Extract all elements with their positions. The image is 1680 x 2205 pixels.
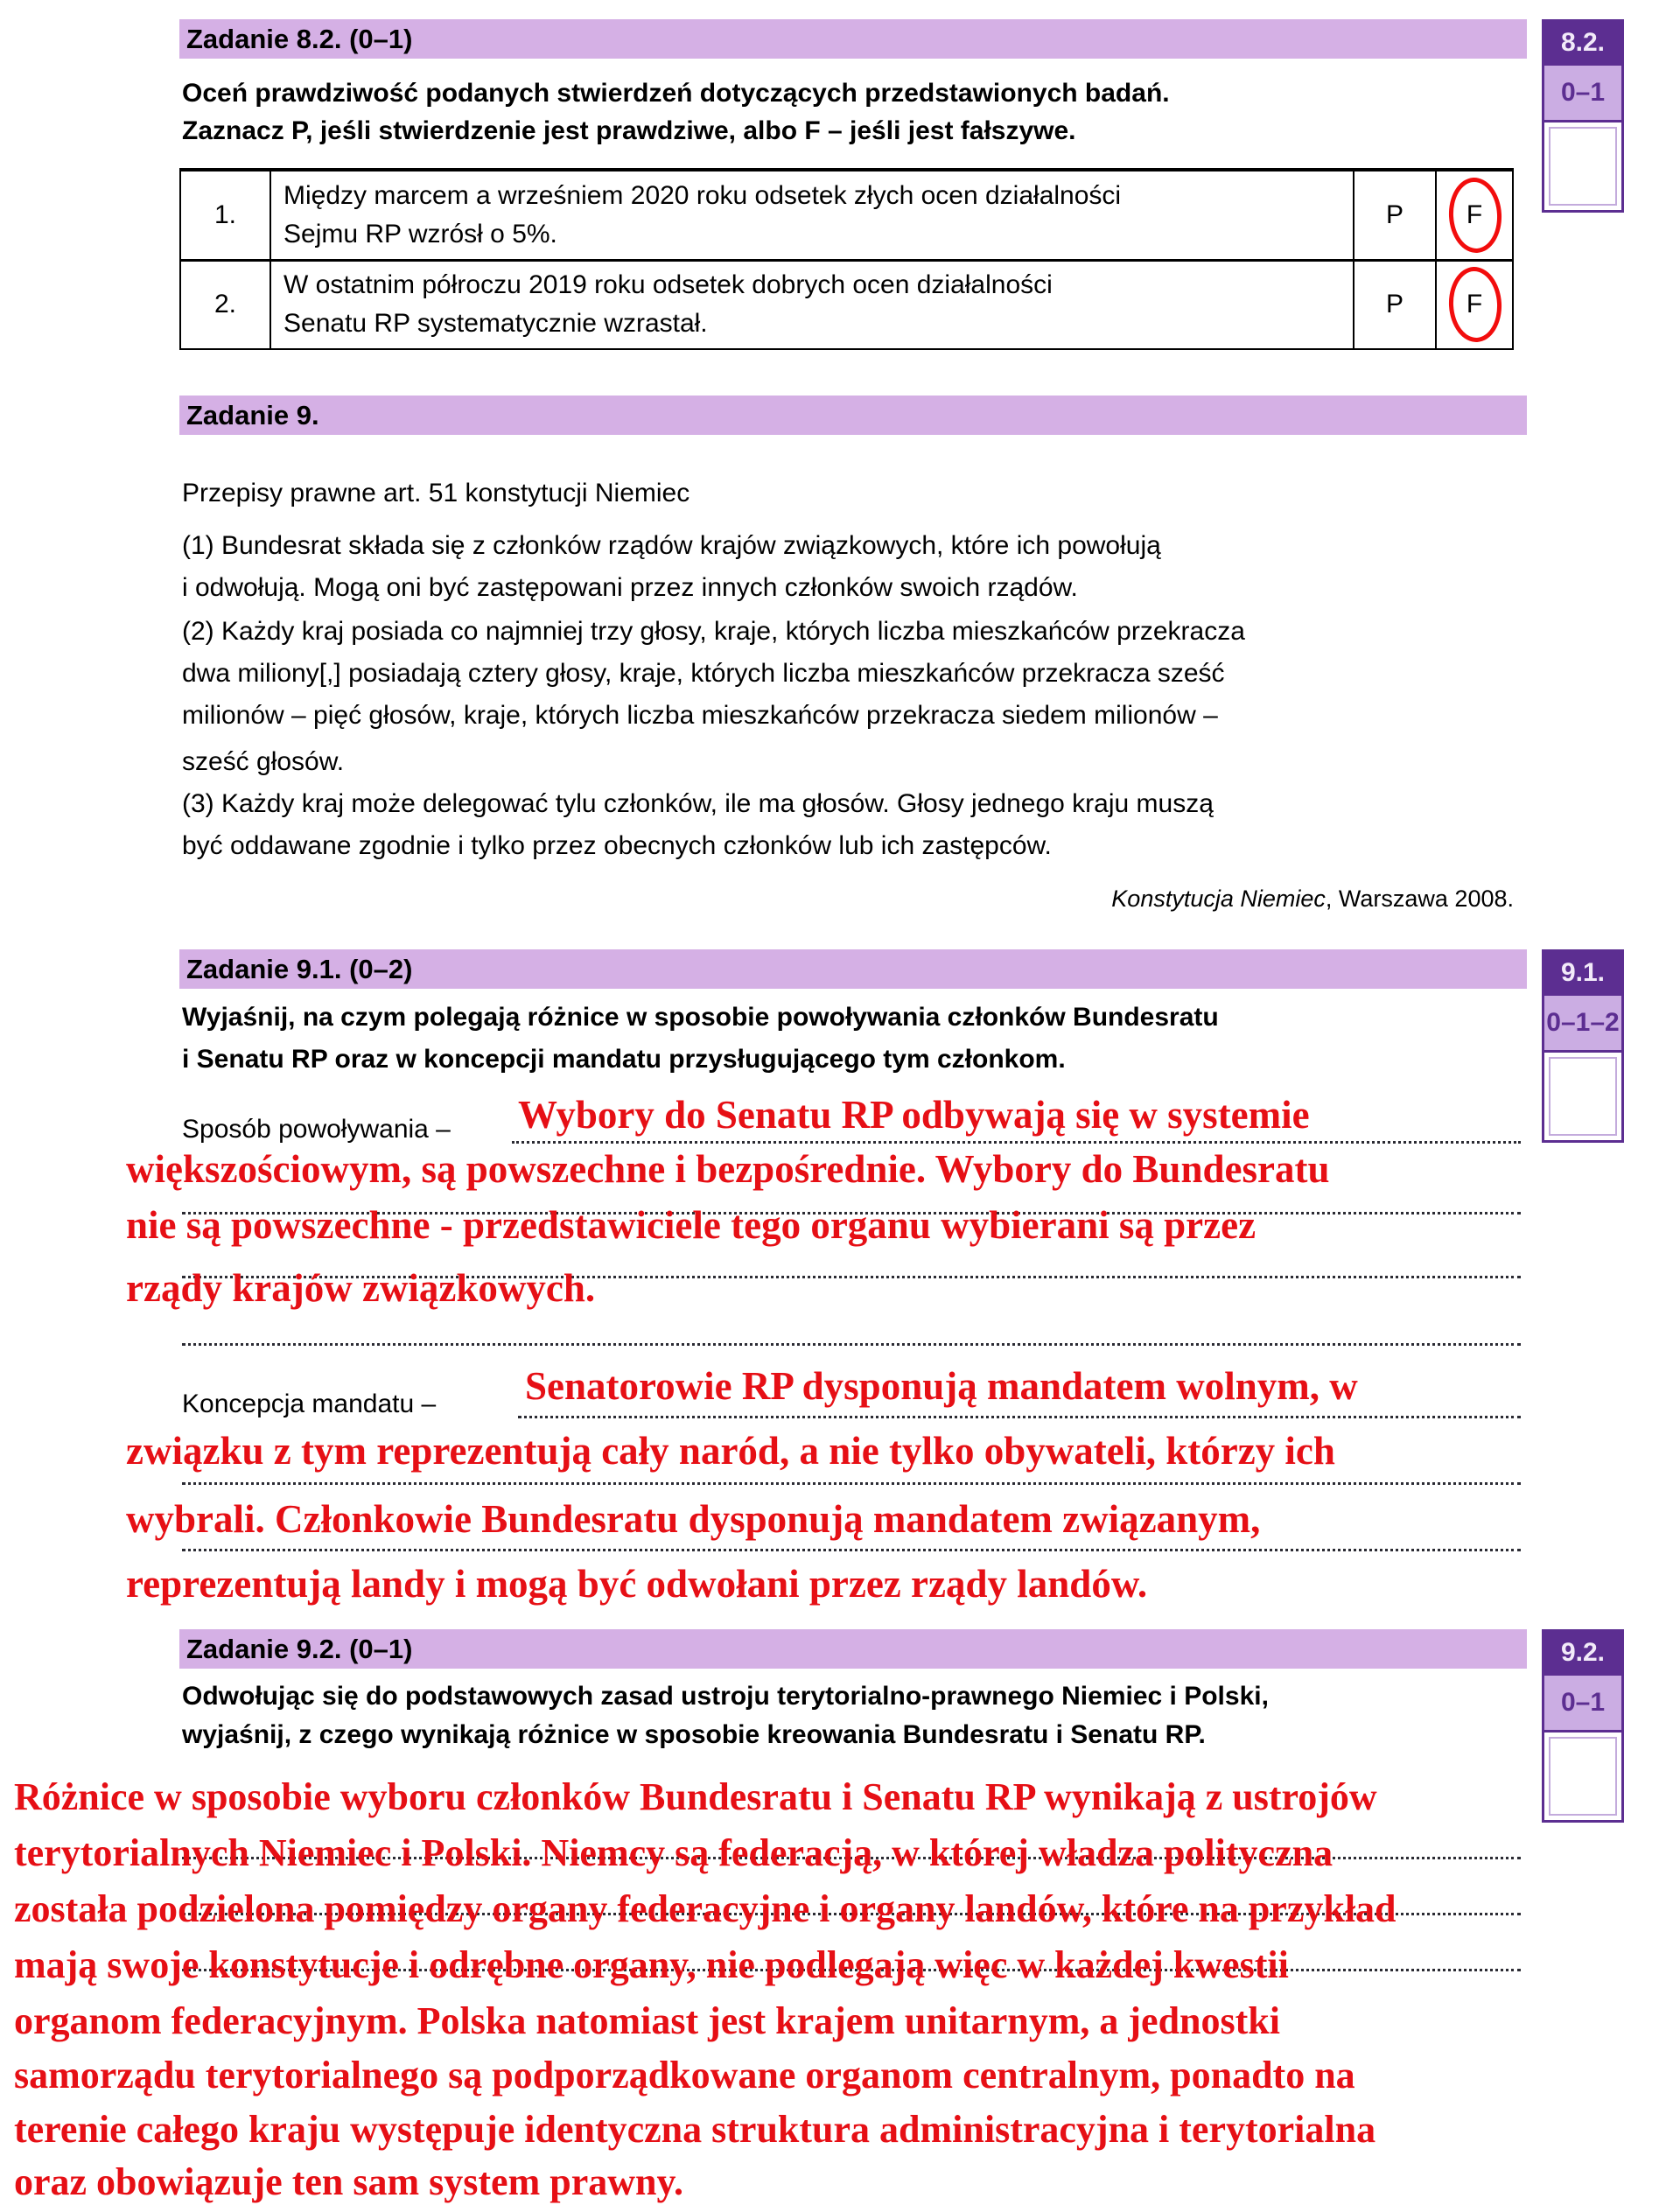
- handwritten-answer-line: została podzielona pomiędzy organy federacyjne i organy landów, które na przykład: [14, 1887, 1396, 1930]
- source-citation: [179, 886, 1514, 913]
- red-circle-annotation: [1447, 176, 1503, 254]
- source-text-line: i odwołują. Mogą oni być zastępowani przez innych członków swoich rządów.: [182, 573, 1078, 602]
- handwritten-answer-line: terytorialnych Niemiec i Polski. Niemcy są federacją, w której władza polityczna: [14, 1831, 1334, 1874]
- task-8-2-header-label: Zadanie 8.2. (0–1): [186, 23, 413, 54]
- red-circle-annotation: [1447, 266, 1503, 344]
- statement-line-1: Między marcem a wrześniem 2020 roku odsetek złych ocen działalności: [284, 180, 1122, 210]
- statement-line-1: W ostatnim półroczu 2019 roku odsetek dobrych ocen działalności: [284, 270, 1053, 300]
- task-9-2-instruction-line-2: wyjaśnij, z czego wynikają różnice w sposobie kreowania Bundesratu i Senatu RP.: [182, 1720, 1206, 1749]
- dotted-answer-line[interactable]: [182, 1549, 1521, 1551]
- source-text-line: milionów – pięć głosów, kraje, których liczba mieszkańców przekracza siedem milionów –: [182, 701, 1218, 730]
- handwritten-answer-line: Senatorowie RP dysponują mandatem wolnym, w: [525, 1364, 1358, 1408]
- handwritten-answer-line: terenie całego kraju występuje identyczna struktura administracyjna i terytorialna: [14, 2108, 1376, 2151]
- score-box-inner-frame: [1549, 127, 1617, 206]
- citation-rest: , Warszawa 2008.: [1325, 886, 1514, 912]
- dotted-answer-line[interactable]: [518, 1416, 1521, 1418]
- score-box-9-2: [1542, 1629, 1624, 1823]
- score-box-blank-cell: [1544, 1053, 1621, 1140]
- dotted-answer-line[interactable]: [182, 1343, 1521, 1346]
- dotted-answer-line[interactable]: [512, 1141, 1521, 1144]
- source-text-line: dwa miliony[,] posiadają cztery głosy, kraje, których liczba mieszkańców przekracza sześć: [182, 659, 1225, 688]
- score-box-blank-cell: [1544, 1732, 1621, 1820]
- task-9-header-label: Zadanie 9.: [186, 399, 319, 430]
- handwritten-answer-line: wybrali. Członkowie Bundesratu dysponują mandatem związanym,: [126, 1497, 1261, 1541]
- handwritten-answer-line: nie są powszechne - przedstawiciele tego organu wybierani są przez: [126, 1203, 1256, 1247]
- task-8-2-instruction-line-1: Oceń prawdziwość podanych stwierdzeń dotyczących przedstawionych badań.: [182, 79, 1170, 108]
- row-number-cell: 2.: [181, 262, 271, 349]
- option-f-cell[interactable]: [1437, 172, 1512, 259]
- true-false-table: [179, 168, 1514, 350]
- handwritten-answer-line: związku z tym reprezentują cały naród, a nie tylko obywateli, którzy ich: [126, 1429, 1335, 1473]
- score-box-task-number: 8.2.: [1544, 22, 1621, 63]
- option-f-letter: F: [1466, 200, 1483, 229]
- sposob-powolywania-label: Sposób powoływania –: [182, 1115, 451, 1144]
- score-box-inner-frame: [1549, 1057, 1617, 1136]
- source-text-line: (3) Każdy kraj może delegować tylu członków, ile ma głosów. Głosy jednego kraju muszą: [182, 789, 1214, 818]
- source-text-line: (2) Każdy kraj posiada co najmniej trzy głosy, kraje, których liczba mieszkańców przekracza: [182, 617, 1245, 646]
- source-text-line: być oddawane zgodnie i tylko przez obecnych członków lub ich zastępców.: [182, 831, 1052, 860]
- source-text-line: sześć głosów.: [182, 747, 345, 776]
- score-box-points: 0–1: [1544, 1673, 1621, 1732]
- handwritten-answer-line: rządy krajów związkowych.: [126, 1266, 596, 1310]
- option-p-cell[interactable]: P: [1354, 262, 1437, 349]
- handwritten-answer-line: Wybory do Senatu RP odbywają się w systemie: [518, 1093, 1310, 1137]
- score-box-8-2: [1542, 19, 1624, 213]
- task-9-2-header-band: [179, 1629, 1527, 1669]
- statement-cell: [271, 172, 1354, 259]
- score-box-inner-frame: [1549, 1737, 1617, 1816]
- source-text-line: (1) Bundesrat składa się z członków rządów krajów związkowych, które ich powołują: [182, 531, 1161, 560]
- task-9-header-band: [179, 396, 1527, 435]
- koncepcja-mandatu-label: Koncepcja mandatu –: [182, 1390, 437, 1418]
- option-f-cell[interactable]: [1437, 262, 1512, 349]
- statement-line-2: Senatu RP systematycznie wzrastał.: [284, 309, 708, 339]
- option-p-cell[interactable]: P: [1354, 172, 1437, 259]
- dotted-answer-line[interactable]: [182, 1482, 1521, 1485]
- source-intro-line: Przepisy prawne art. 51 konstytucji Niemiec: [182, 479, 690, 508]
- option-f-letter: F: [1466, 290, 1483, 319]
- statement-cell: [271, 262, 1354, 349]
- task-9-2-instruction-line-1: Odwołując się do podstawowych zasad ustroju terytorialno-prawnego Niemiec i Polski,: [182, 1682, 1269, 1711]
- citation-title: Konstytucja Niemiec: [1111, 886, 1326, 912]
- handwritten-answer-line: reprezentują landy i mogą być odwołani przez rządy landów.: [126, 1562, 1148, 1606]
- handwritten-answer-line: organom federacyjnym. Polska natomiast jest krajem unitarnym, a jednostki: [14, 1999, 1280, 2042]
- handwritten-answer-line: mają swoje konstytucje i odrębne organy, nie podlegają więc w każdej kwestii: [14, 1943, 1289, 1986]
- handwritten-answer-line: większościowym, są powszechne i bezpośrednie. Wybory do Bundesratu: [126, 1147, 1330, 1191]
- row-number-cell: 1.: [181, 172, 271, 259]
- table-row: [181, 259, 1512, 349]
- task-8-2-instruction-line-2: Zaznacz P, jeśli stwierdzenie jest prawdziwe, albo F – jeśli jest fałszywe.: [182, 116, 1076, 145]
- statement-line-2: Sejmu RP wzrósł o 5%.: [284, 219, 557, 248]
- task-9-1-header-label: Zadanie 9.1. (0–2): [186, 953, 413, 984]
- score-box-blank-cell: [1544, 122, 1621, 210]
- table-row: [181, 172, 1512, 259]
- score-box-task-number: 9.2.: [1544, 1632, 1621, 1673]
- task-8-2-header-band: [179, 19, 1527, 59]
- score-box-task-number: 9.1.: [1544, 952, 1621, 993]
- task-9-1-instruction-line-2: i Senatu RP oraz w koncepcji mandatu przysługującego tym członkom.: [182, 1045, 1066, 1074]
- score-box-9-1: [1542, 949, 1624, 1143]
- task-9-2-header-label: Zadanie 9.2. (0–1): [186, 1633, 413, 1664]
- task-9-1-instruction-line-1: Wyjaśnij, na czym polegają różnice w sposobie powoływania członków Bundesratu: [182, 1003, 1219, 1032]
- task-9-1-header-band: [179, 949, 1527, 989]
- handwritten-answer-line: oraz obowiązuje ten sam system prawny.: [14, 2160, 684, 2203]
- score-box-points: 0–1–2: [1544, 993, 1621, 1053]
- score-box-points: 0–1: [1544, 63, 1621, 122]
- handwritten-answer-line: Różnice w sposobie wyboru członków Bundesratu i Senatu RP wynikają z ustrojów: [14, 1775, 1377, 1818]
- handwritten-answer-line: samorządu terytorialnego są podporządkowane organom centralnym, ponadto na: [14, 2054, 1355, 2096]
